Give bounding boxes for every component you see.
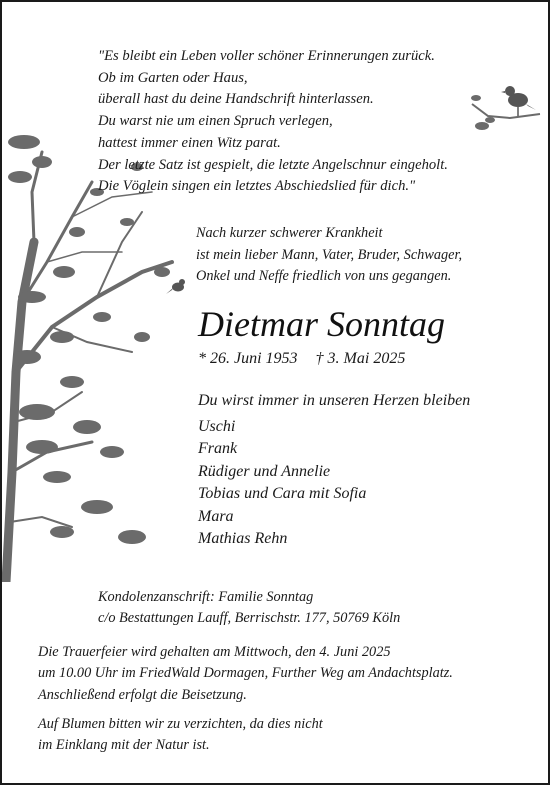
- condolence-address: [98, 587, 400, 630]
- condolence-line: c/o Bestattungen Lauff, Berrischstr. 177, 50769 Köln: [98, 610, 401, 627]
- ceremony-line: Die Trauerfeier wird gehalten am Mittwoch, den 4. Juni 2025: [38, 644, 391, 660]
- quote-line: Du warst nie um einen Spruch verlegen,: [98, 113, 333, 130]
- mourner-name: Rüdiger und Annelie: [198, 462, 331, 480]
- mourner-name: Frank: [198, 440, 238, 458]
- mourner-name: Mathias Rehn: [198, 530, 288, 548]
- quote-line: "Es bleibt ein Leben voller schöner Erinnerungen zurück.: [98, 48, 435, 64]
- quote-line: Der letzte Satz ist gespielt, die letzte Angelschnur eingeholt.: [98, 156, 448, 173]
- condolence-line: Kondolenzanschrift: Familie Sonntag: [98, 589, 314, 605]
- death-date: † 3. Mai 2025: [315, 350, 406, 367]
- mourner-name: Uschi: [198, 418, 236, 435]
- flowers-line: Auf Blumen bitten wir zu verzichten, da dies nicht: [38, 716, 323, 732]
- death-announcement: [196, 223, 462, 288]
- deceased-name: Dietmar Sonntag: [198, 304, 445, 344]
- quote-line: überall hast du deine Handschrift hinterlassen.: [98, 91, 374, 108]
- ceremony-line: um 10.00 Uhr im FriedWald Dormagen, Further Weg am Andachtsplatz.: [38, 665, 453, 682]
- ceremony-details: [38, 642, 453, 706]
- bird-icon: [166, 279, 185, 294]
- memorial-motto: Du wirst immer in unseren Herzen bleiben: [198, 392, 471, 409]
- mourner-name: Tobias und Cara mit Sofia: [198, 485, 367, 503]
- quote-line: hattest immer einen Witz parat.: [98, 134, 281, 151]
- quote-line: Ob im Garten oder Haus,: [98, 69, 248, 86]
- birth-date: * 26. Juni 1953: [198, 350, 298, 367]
- ceremony-line: Anschließend erfolgt die Beisetzung.: [38, 686, 247, 703]
- flowers-line: im Einklang mit der Natur ist.: [38, 737, 210, 754]
- announcement-line: Nach kurzer schwerer Krankheit: [196, 225, 383, 241]
- announcement-line: Onkel und Neffe friedlich von uns gegangen.: [196, 268, 452, 284]
- mourner-name: Mara: [198, 507, 234, 525]
- announcement-line: ist mein lieber Mann, Vater, Bruder, Schwager,: [196, 246, 463, 263]
- life-dates: [198, 348, 405, 370]
- opening-quote: [98, 46, 448, 198]
- flowers-notice: [38, 714, 323, 757]
- mourners-list: [198, 416, 366, 550]
- bird-on-branch-icon: [468, 78, 544, 134]
- quote-line: Die Vöglein singen ein letztes Abschiedslied für dich.": [98, 178, 416, 195]
